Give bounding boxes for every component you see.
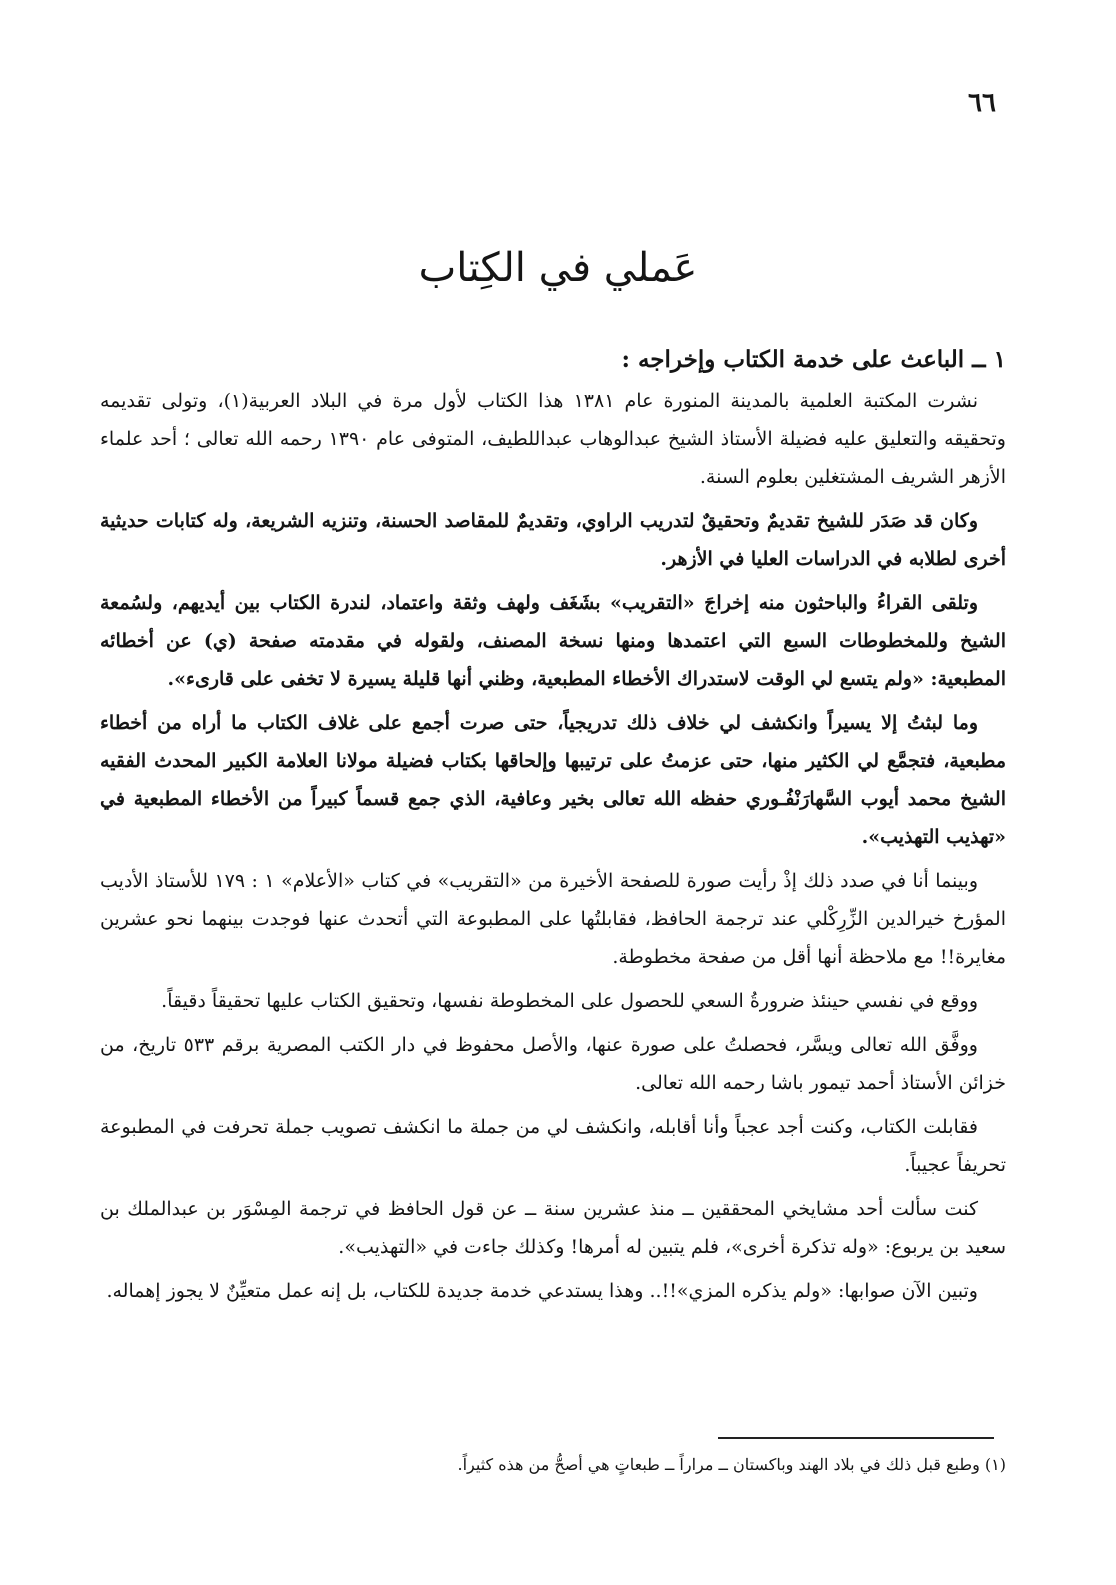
section-heading: ١ ــ الباعث على خدمة الكتاب وإخراجه :: [621, 346, 1006, 373]
paragraph: كنت سألت أحد مشايخي المحققين ــ منذ عشرين سنة ــ عن قول الحافظ في ترجمة المِسْوَر بن عبدالملك بن سعيد بن يربوع: «وله تذكرة أخرى»، فلم يتبين له أمرها! وكذلك جاءت في «التهذيب».: [100, 1198, 1006, 1258]
footnote-divider: [718, 1437, 994, 1439]
paragraph: وبينما أنا في صدد ذلك إذْ رأيت صورة للصفحة الأخيرة من «التقريب» في كتاب «الأعلام» ١ : ١٧٩ للأستاذ الأديب المؤرخ خيرالدين الزِّرِكْلي عند ترجمة الحافظ، فقابلتُها على المطبوعة التي أتحدث عنها فوجدت بينهما نحو عشرين مغايرة!! مع ملاحظة أنها أقل من صفحة مخطوطة.: [100, 870, 1006, 968]
paragraph: وما لبثتُ إلا يسيراً وانكشف لي خلاف ذلك تدريجياً، حتى صرت أجمع على غلاف الكتاب ما أراه من أخطاء مطبعية، فتجمَّع لي الكثير منها، حتى عزمتُ على ترتيبها وإلحاقها بكتاب فضيلة مولانا العلامة الكبير المحدث الفقيه الشيخ محمد أيوب السَّهارَنْفُـوري حفظه الله تعالى بخير وعافية، الذي جمع قسماً كبيراً من الأخطاء المطبعية في «تهذيب التهذيب».: [100, 712, 1006, 848]
page-number: ٦٦: [968, 88, 996, 118]
footnote: (١) وطبع قبل ذلك في بلاد الهند وباكستان ــ مراراً ــ طبعاتٍ هي أصحُّ من هذه كثيراً.: [457, 1455, 1006, 1474]
paragraph: وتلقى القراءُ والباحثون منه إخراجَ «التقريب» بشَغَف ولهف وثقة واعتماد، لندرة الكتاب بين أيديهم، ولسُمعة الشيخ وللمخطوطات السبع التي اعتمدها ومنها نسخة المصنف، ولقوله في مقدمته صفحة (ي) عن أخطائه المطبعية: «ولم يتسع لي الوقت لاستدراك الأخطاء المطبعية، وظني أنها قليلة يسيرة لا تخفى على قارىء».: [100, 592, 1006, 690]
chapter-title: عَملي في الكِتاب: [418, 245, 698, 291]
paragraph: فقابلت الكتاب، وكنت أجد عجباً وأنا أقابله، وانكشف لي من جملة ما انكشف تصويب جملة تحرفت في المطبوعة تحريفاً عجيباً.: [100, 1116, 1006, 1176]
paragraph: وكان قد صَدَر للشيخ تقديمٌ وتحقيقٌ لتدريب الراوي، وتقديمٌ للمقاصد الحسنة، وتنزيه الشريعة، وله كتابات حديثية أخرى لطلابه في الدراسات العليا في الأزهر.: [100, 510, 1006, 570]
paragraph: وتبين الآن صوابها: «ولم يذكره المزي»!!.. وهذا يستدعي خدمة جديدة للكتاب، بل إنه عمل متعيِّنٌ لا يجوز إهماله.: [106, 1280, 978, 1302]
body-text: [100, 340, 1006, 1316]
paragraph: نشرت المكتبة العلمية بالمدينة المنورة عام ١٣٨١ هذا الكتاب لأول مرة في البلاد العربية(١)، وتولى تقديمه وتحقيقه والتعليق عليه فضيلة الأستاذ الشيخ عبدالوهاب عبداللطيف، المتوفى عام ١٣٩٠ رحمه الله تعالى ؛ أحد علماء الأزهر الشريف المشتغلين بعلوم السنة.: [100, 390, 1006, 488]
paragraph: ووقع في نفسي حينئذ ضرورةُ السعي للحصول على المخطوطة نفسها، وتحقيق الكتاب عليها تحقيقاً دقيقاً.: [161, 990, 978, 1012]
paragraph: ووفَّق الله تعالى ويسَّر، فحصلتُ على صورة عنها، والأصل محفوظ في دار الكتب المصرية برقم ٥٣٣ تاريخ، من خزائن الأستاذ أحمد تيمور باشا رحمه الله تعالى.: [100, 1034, 1006, 1094]
